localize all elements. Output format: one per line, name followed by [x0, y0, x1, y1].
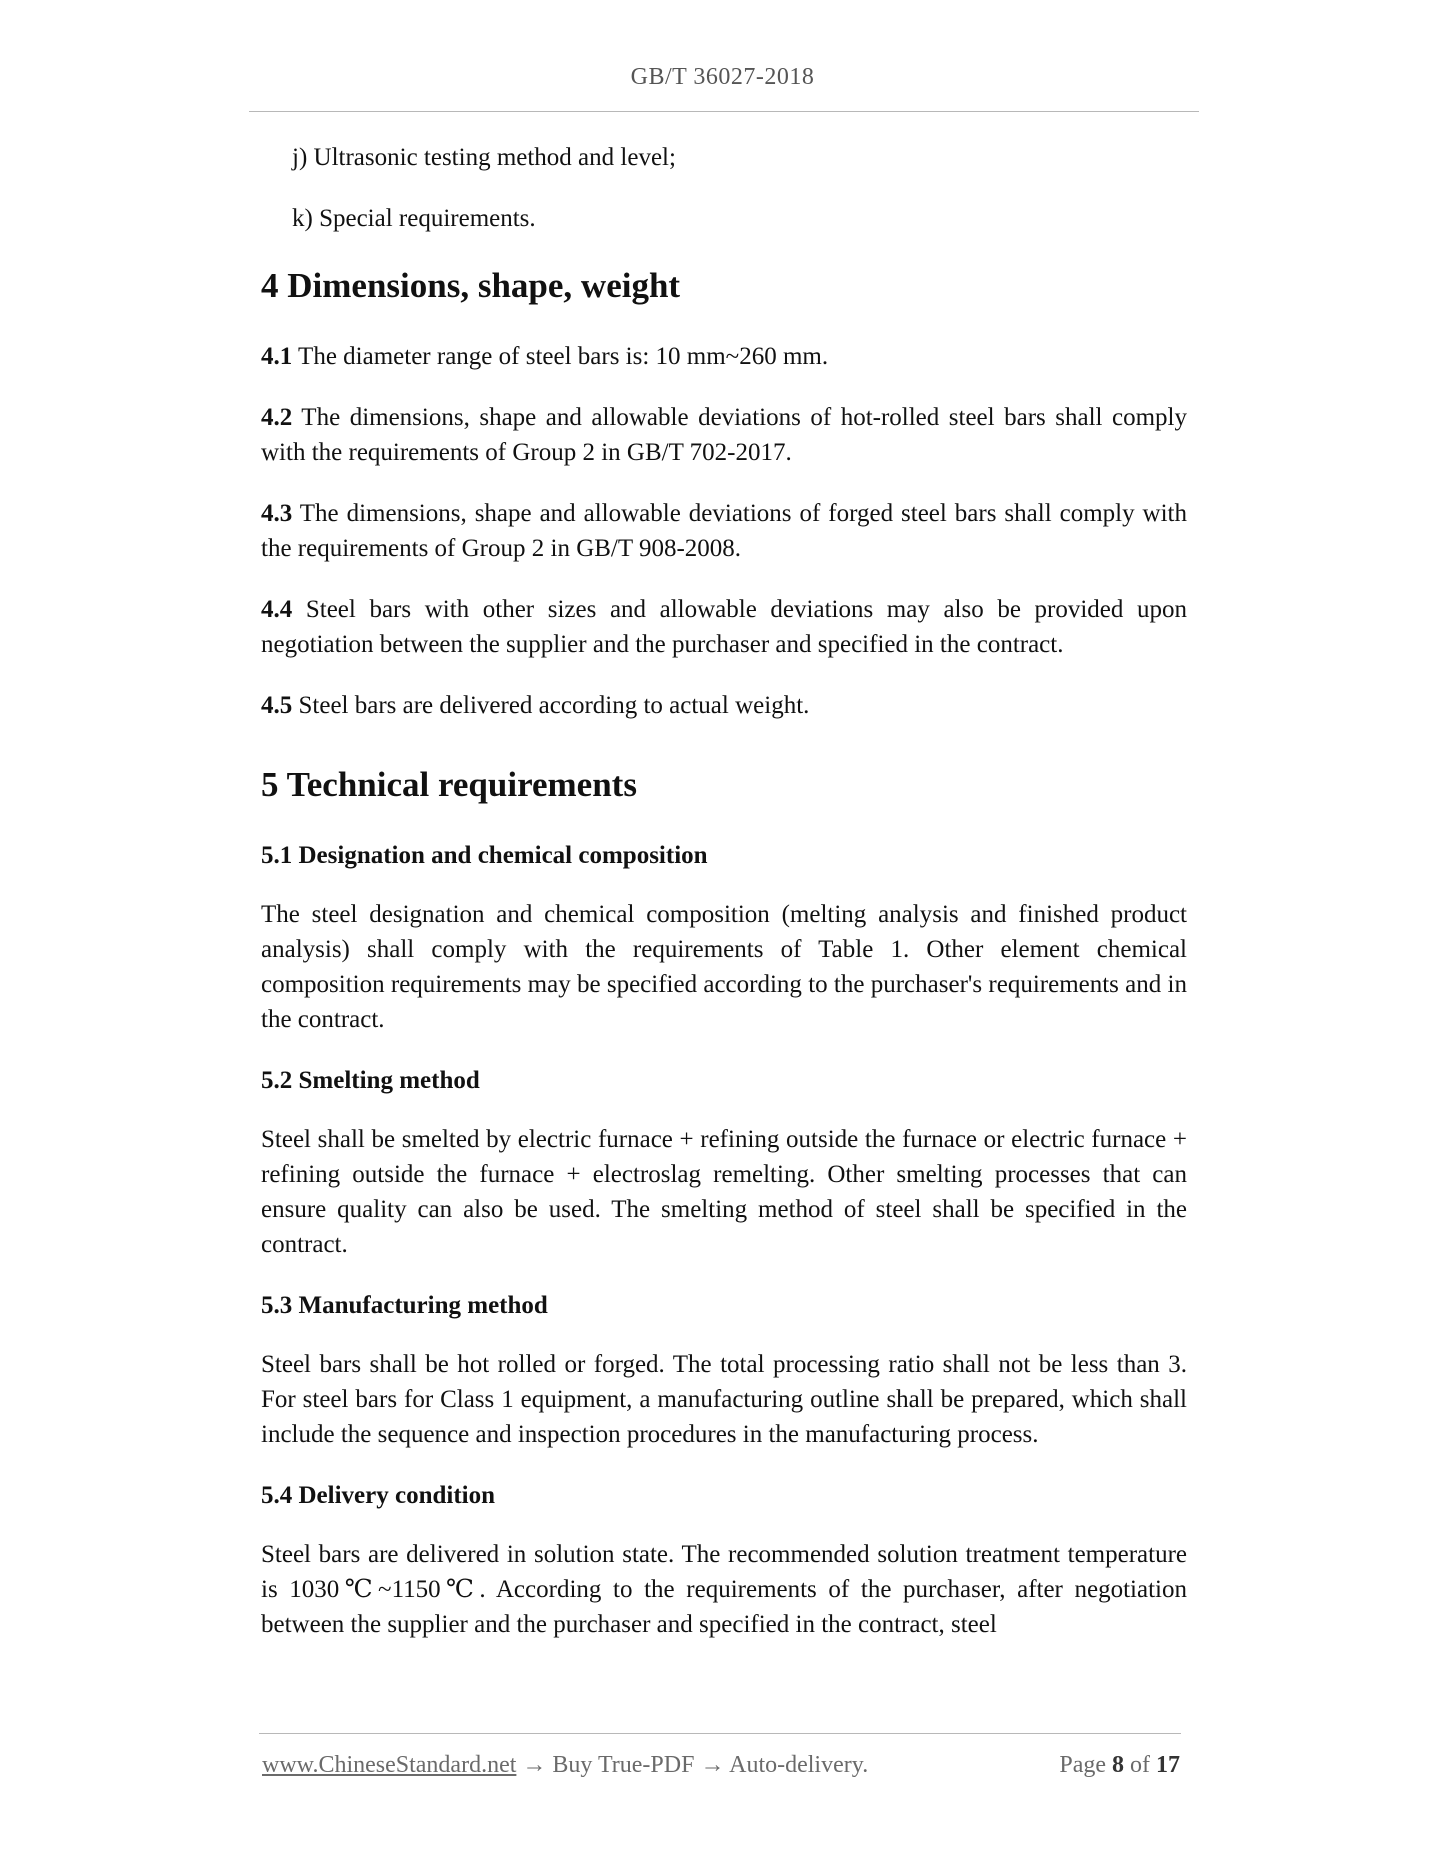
clause-text: The dimensions, shape and allowable deviations of hot-rolled steel bars shall comply with the requirements of Group 2 in GB/T 702-2017.: [261, 404, 1187, 466]
clause-number: 4.3: [261, 500, 293, 527]
clause-text: The dimensions, shape and allowable deviations of forged steel bars shall comply with the requirements of Group 2 in GB/T 908-2008.: [261, 500, 1187, 562]
clause-text: Steel bars are delivered according to actual weight.: [292, 692, 810, 719]
subsection-5-1-text: The steel designation and chemical composition (melting analysis and finished product analysis) shall comply with the requirements of Table 1. Other element chemical composition requirements may be specified according to the purchaser's requirements and in the contract.: [261, 901, 1187, 1033]
subsection-5-1-heading: 5.1 Designation and chemical composition: [261, 842, 708, 869]
header-divider: [249, 111, 1199, 112]
list-item: k) Special requirements.: [292, 205, 536, 232]
section-4-heading: 4 Dimensions, shape, weight: [261, 266, 681, 305]
footer-divider: [259, 1733, 1181, 1734]
clause-4-1: [261, 339, 1187, 374]
clause-4-2: [261, 400, 1187, 470]
page-current: 8: [1112, 1752, 1124, 1778]
page-of-label: of: [1130, 1752, 1150, 1778]
clause-4-4: [261, 592, 1187, 662]
list-item: j) Ultrasonic testing method and level;: [292, 144, 676, 171]
clause-text: Steel bars with other sizes and allowable deviations may also be provided upon negotiation between the supplier and the purchaser and specified in the contract.: [261, 596, 1187, 658]
section-5-heading: 5 Technical requirements: [261, 765, 637, 804]
clause-4-5: [261, 688, 1187, 723]
footer-promo-text: → Buy True-PDF → Auto-delivery.: [516, 1752, 869, 1778]
website-link[interactable]: www.ChineseStandard.net: [262, 1752, 517, 1778]
document-body: [261, 140, 1187, 1668]
footer-promo: [262, 1752, 868, 1779]
clause-number: 4.5: [261, 692, 293, 719]
clause-4-3: [261, 496, 1187, 566]
subsection-5-2-heading: 5.2 Smelting method: [261, 1067, 480, 1094]
subsection-5-2-text: Steel shall be smelted by electric furnace + refining outside the furnace or electric furnace + refining outside the furnace + electroslag remelting. Other smelting processes that can ensure quality can also be used. The smelting method of steel shall be specified in the contract.: [261, 1126, 1187, 1258]
subsection-5-4-text: Steel bars are delivered in solution state. The recommended solution treatment temperature is 1030℃~1150℃. According to the requirements of the purchaser, after negotiation between the supplier and the purchaser and specified in the contract, steel: [261, 1541, 1187, 1638]
clause-number: 4.1: [261, 343, 293, 370]
subsection-5-3-heading: 5.3 Manufacturing method: [261, 1292, 548, 1319]
page-number: [1059, 1752, 1180, 1779]
page-header: GB/T 36027-2018: [630, 64, 815, 90]
page-label: Page: [1059, 1752, 1106, 1778]
page-total: 17: [1156, 1752, 1180, 1778]
clause-number: 4.4: [261, 596, 293, 623]
clause-text: The diameter range of steel bars is: 10 mm~260 mm.: [292, 343, 829, 370]
subsection-5-4-heading: 5.4 Delivery condition: [261, 1482, 496, 1509]
clause-number: 4.2: [261, 404, 293, 431]
subsection-5-3-text: Steel bars shall be hot rolled or forged. The total processing ratio shall not be less than 3. For steel bars for Class 1 equipment, a manufacturing outline shall be prepared, which shall include the sequence and inspection procedures in the manufacturing process.: [261, 1351, 1187, 1448]
